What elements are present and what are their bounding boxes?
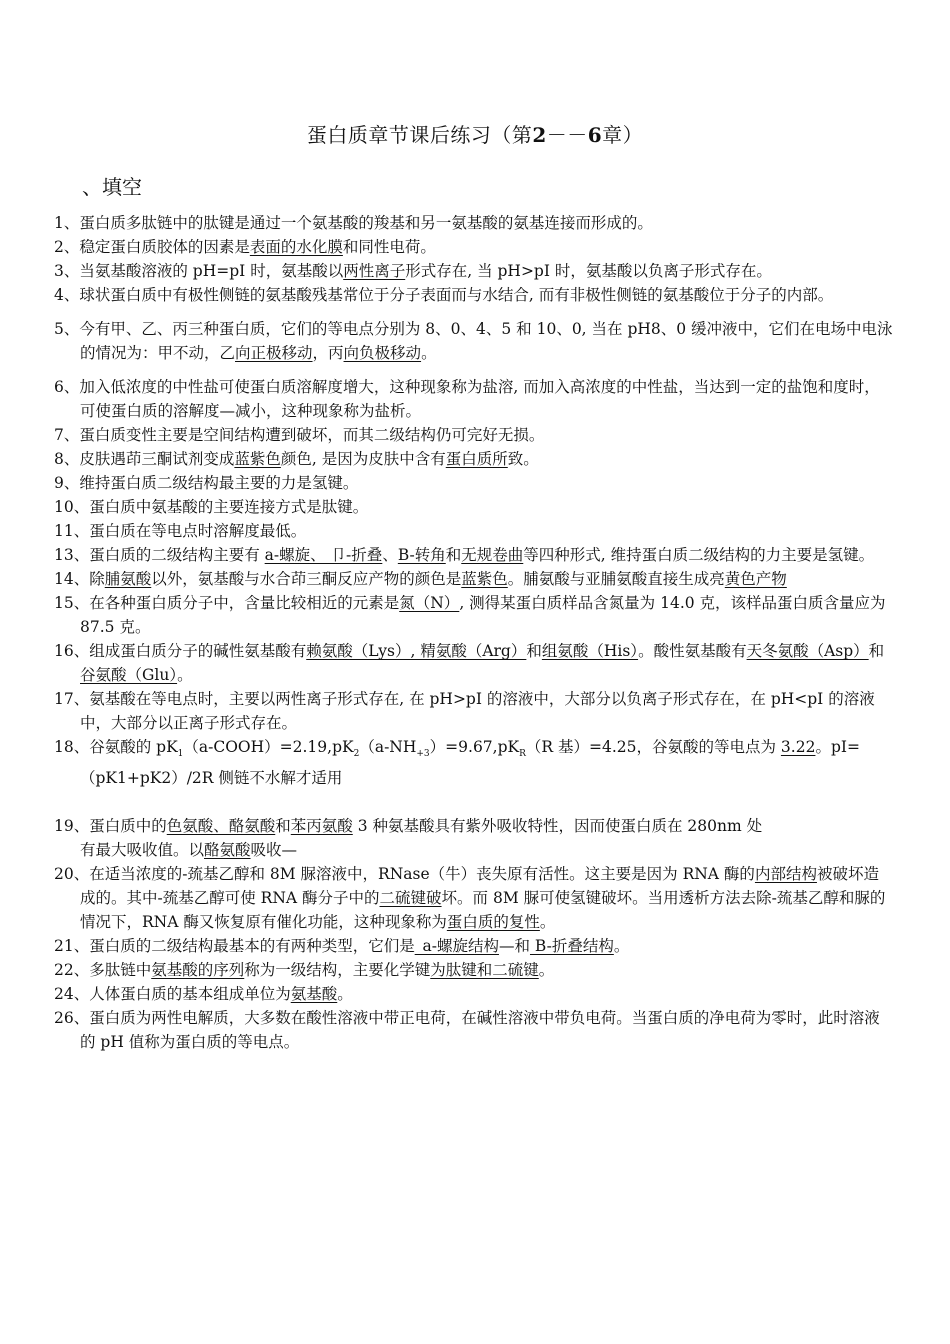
subscript: 1 [177, 749, 184, 760]
answer-blank: 氮（N） [399, 594, 460, 612]
text-segment: 。 [613, 937, 630, 956]
question-2 [54, 235, 894, 259]
text-segment: 13、蛋白质的二级结构主要有 [54, 546, 265, 564]
answer-blank: 两性离子 [343, 262, 406, 280]
text-segment: 被破坏造成的。其中-巯基乙醇可使 RNA 酶分子中的 [80, 865, 879, 908]
text-segment: 坏。而 8M 脲可使氢键破坏。当用透析方法去除-巯基乙醇和脲的情况下，RNA 酶又恢复原有催化功能，这种现象称为 [80, 889, 886, 932]
answer-blank: 向正极移动 [235, 344, 313, 362]
answer-blank: 氨基酸的序列 [151, 961, 245, 980]
text-segment: 和同性电荷。 [342, 238, 436, 256]
answer-blank: 苯丙氨酸 [290, 817, 353, 836]
subscript: R [519, 749, 526, 760]
text-segment: 致。 [507, 450, 539, 468]
text-segment: 15、在各种蛋白质分子中，含量比较相近的元素是 [54, 594, 400, 612]
answer-blank: 蛋白质所 [445, 450, 508, 468]
question-16 [54, 639, 894, 687]
question-15 [54, 591, 894, 639]
text-segment: 。 [177, 666, 193, 684]
text-segment: 颜色, 是因为皮肤中含有 [280, 450, 446, 468]
answer-blank: B-折叠结构 [529, 937, 614, 956]
text-segment: 24、人体蛋白质的基本组成单位为 [54, 985, 291, 1004]
question-14 [54, 567, 894, 591]
text-segment: 5、今有甲、乙、丙三种蛋白质，它们的等电点分别为 8、0、4、5 和 10、0, 当在 pH8、0 缓冲液中，它们在电场中电泳的情况为：甲不动，乙 [54, 320, 893, 362]
title-prefix: 蛋白质章节课后练习（第 [306, 123, 533, 147]
answer-blank: 二硫键破 [379, 889, 442, 908]
question-22 [54, 958, 894, 982]
text-segment: 形式存在, 当 pH>pI 时，氨基酸以负离子形式存在。 [405, 262, 772, 280]
question-21 [54, 934, 894, 958]
page-title [0, 121, 950, 149]
answer-blank: 氨基酸 [290, 985, 338, 1004]
answer-blank: 蛋白质的复性 [446, 913, 540, 932]
text-segment: 3 种氨基酸具有紫外吸收特性，因而使蛋白质在 280nm 处 [352, 817, 763, 836]
question-9: 9、维持蛋白质二级结构最主要的力是氢键。 [54, 474, 359, 492]
question-6: 6、加入低浓度的中性盐可使蛋白质溶解度增大，这种现象称为盐溶, 而加入高浓度的中性盐，当达到一定的盐饱和度时，可使蛋白质的溶解度—减小，这种现象称为盐析。 [54, 378, 880, 420]
title-chapter-end: 6 [587, 123, 603, 147]
text-segment: 22、多肽链中 [54, 961, 152, 980]
text-segment: （a-NH [359, 738, 417, 756]
title-suffix: 章） [602, 123, 644, 147]
question-20 [54, 862, 894, 934]
text-segment: ）=9.67,pK [429, 738, 520, 756]
text-segment: 等四种形式, 维持蛋白质二级结构的力主要是氢键。 [523, 546, 875, 564]
question-11: 11、蛋白质在等电点时溶解度最低。 [54, 522, 307, 540]
question-3 [54, 259, 894, 283]
text-segment: —和 [498, 937, 530, 956]
answer-blank: 酪氨酸 [204, 841, 251, 860]
text-segment: 。 [538, 961, 555, 980]
answer-blank: a-螺旋、 卩-折叠 [264, 546, 383, 564]
question-19-continued [54, 838, 894, 862]
question-19 [54, 814, 894, 838]
question-13 [54, 543, 894, 567]
text-segment: 14、除 [54, 570, 105, 588]
title-dash: －－ [546, 123, 588, 147]
answer-blank: 脯氨酸 [104, 570, 152, 588]
subscript: 2 [353, 749, 360, 760]
answer-blank: 内部结构 [754, 865, 817, 884]
answer-blank: _a-螺旋结构 [414, 937, 499, 956]
text-segment: 。 [337, 985, 353, 1004]
answer-blank: B-转角 [397, 546, 446, 564]
section-heading: 、填空 [82, 175, 142, 199]
answer-blank: 蓝紫色 [234, 450, 281, 468]
answer-blank: 向负极移动 [343, 344, 422, 362]
answer-blank: 黄色产物 [724, 570, 787, 588]
text-segment: （a-COOH）=2.19,pK [183, 738, 354, 756]
text-segment: ，丙 [312, 344, 344, 362]
question-7: 7、蛋白质变性主要是空间结构遭到破坏，而其二级结构仍可完好无损。 [54, 426, 545, 444]
question-8 [54, 447, 894, 471]
question-4: 4、球状蛋白质中有极性侧链的氨基酸残基常位于分子表面而与水结合, 而有非极性侧链的氨基酸位于分子的内部。 [54, 286, 834, 304]
text-segment: 19、蛋白质中的 [54, 817, 167, 836]
text-segment: 。 [539, 913, 556, 932]
text-segment: 。 [421, 344, 437, 362]
answer-blank: 赖氨酸（Lys）, 精氨酸（Arg） [306, 642, 527, 660]
text-segment: 称为一级结构，主要化学键 [244, 961, 431, 980]
text-segment: 2、稳定蛋白质胶体的因素是 [54, 238, 250, 256]
text-segment: 。酸性氨基酸有 [638, 642, 747, 660]
question-18 [54, 735, 894, 790]
text-segment: 吸收— [250, 841, 298, 860]
answer-blank: 蓝紫色 [461, 570, 508, 588]
question-list [54, 211, 894, 1054]
answer-blank: 组氨酸（His） [541, 642, 639, 660]
answer-blank: 色氨酸、酪氨酸 [166, 817, 276, 836]
text-segment: 21、蛋白质的二级结构最基本的有两种类型，它们是 [54, 937, 415, 956]
answer-blank: 谷氨酸（Glu） [80, 666, 178, 684]
text-segment: 。pI=（pK1+pK2）/2R 侧链不水解才适用 [80, 738, 860, 788]
text-segment: 8、皮肤遇茚三酮试剂变成 [54, 450, 235, 468]
answer-blank: 无规卷曲 [461, 546, 524, 564]
question-10: 10、蛋白质中氨基酸的主要连接方式是肽键。 [54, 498, 369, 516]
question-1: 1、蛋白质多肽链中的肽键是通过一个氨基酸的羧基和另一氨基酸的氨基连接而形成的。 [54, 214, 653, 232]
question-24 [54, 982, 894, 1006]
text-segment: 有最大吸收值。以 [80, 841, 205, 860]
answer-blank: 为肽键和二硫键 [430, 961, 539, 980]
question-5 [54, 317, 894, 365]
text-segment: 20、在适当浓度的-巯基乙醇和 8M 脲溶液中，RNase（牛）丧失原有活性。这主要是因为 RNA 酶的 [54, 865, 755, 884]
text-segment: 18、谷氨酸的 pK [54, 738, 178, 756]
text-segment: , 测得某蛋白质样品含氮量为 14.0 克，该样品蛋白质含量应为 87.5 克。 [80, 594, 886, 636]
text-segment: 、 [382, 546, 398, 564]
text-segment: 3、当氨基酸溶液的 pH=pI 时，氨基酸以 [54, 262, 344, 280]
answer-blank: 表面的水化膜 [249, 238, 343, 256]
text-segment: 和 [275, 817, 291, 836]
answer-blank: 天冬氨酸（Asp） [746, 642, 869, 660]
subscript: +3 [416, 749, 430, 760]
text-segment: 16、组成蛋白质分子的碱性氨基酸有 [54, 642, 307, 660]
question-17: 17、氨基酸在等电点时，主要以两性离子形式存在, 在 pH>pI 的溶液中，大部分以负离子形式存在，在 pH<pI 的溶液中，大部分以正离子形式存在。 [54, 690, 875, 732]
text-segment: 和 [526, 642, 542, 660]
title-chapter-start: 2 [532, 123, 547, 147]
text-segment: 和 [868, 642, 885, 660]
text-segment: 。脯氨酸与亚脯氨酸直接生成亮 [507, 570, 725, 588]
text-segment: （R 基）=4.25，谷氨酸的等电点为 [525, 738, 781, 756]
text-segment: 以外，氨基酸与水合茚三酮反应产物的颜色是 [151, 570, 462, 588]
question-26: 26、蛋白质为两性电解质，大多数在酸性溶液中带正电荷，在碱性溶液中带负电荷。当蛋白质的净电荷为零时，此时溶液的 pH 值称为蛋白质的等电点。 [54, 1009, 880, 1052]
text-segment: 和 [445, 546, 462, 564]
answer-blank: 3.22 [780, 738, 816, 756]
